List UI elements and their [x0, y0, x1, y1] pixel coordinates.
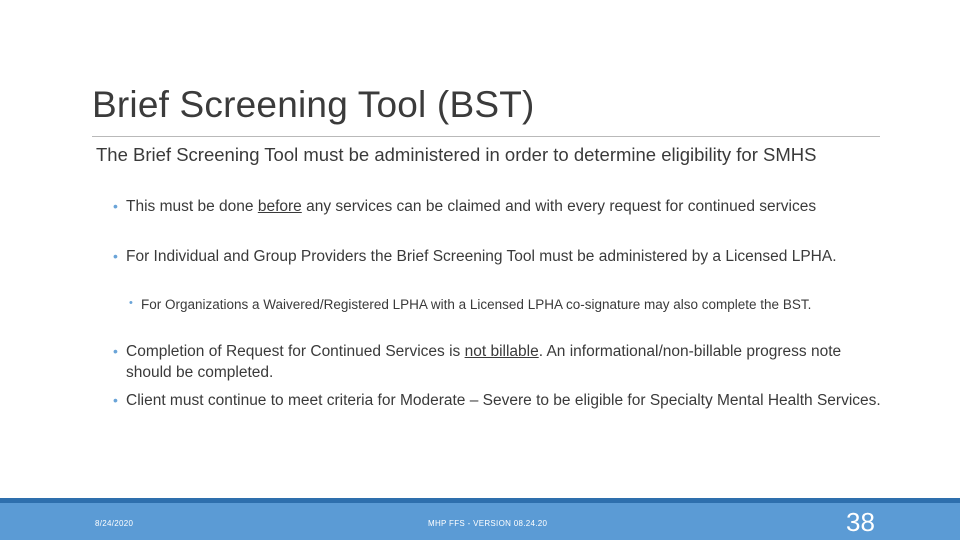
underlined-term: before — [257, 198, 302, 215]
bullet-dot: • — [129, 297, 133, 309]
slide-title: Brief Screening Tool (BST) — [92, 84, 535, 125]
bullet-dot: • — [113, 248, 118, 264]
bullet-dot: • — [113, 343, 118, 359]
footer-stripe — [0, 498, 960, 503]
bullet-text: For Organizations a Waivered/Registered LPHA with a Licensed LPHA co-signature may also complete the BST. — [141, 297, 812, 312]
bullet-before-services — [113, 196, 881, 217]
bullet-text: Completion of Request for Continued Services is — [126, 343, 465, 360]
bullet-text: Client must continue to meet criteria for Moderate – Severe to be eligible for Specialty Mental Health Services. — [126, 392, 881, 409]
bullet-continued-services — [113, 341, 881, 383]
bullet-text: any services can be claimed and with every request for continued services — [301, 198, 817, 215]
bullet-dot: • — [113, 198, 118, 214]
bullet-text: This must be done — [126, 198, 258, 215]
page-number: 38 — [846, 507, 875, 537]
title-divider — [92, 136, 880, 137]
footer-version: MHP FFS - VERSION 08.24.20 — [428, 519, 548, 528]
intro-paragraph: The Brief Screening Tool must be administered in order to determine eligibility for SMHS — [96, 144, 817, 165]
bullet-dot: • — [113, 392, 118, 408]
bullet-client-criteria — [113, 390, 881, 411]
footer-date: 8/24/2020 — [95, 519, 134, 528]
bullet-text: . An informational/non-billable progress note should be completed. — [126, 343, 842, 381]
subbullet-organizations — [129, 295, 881, 314]
bullet-text: For Individual and Group Providers the Brief Screening Tool must be administered by a Licensed LPHA. — [126, 248, 837, 265]
underlined-term: not billable — [464, 343, 539, 360]
bullet-individual-group-providers — [113, 246, 881, 267]
